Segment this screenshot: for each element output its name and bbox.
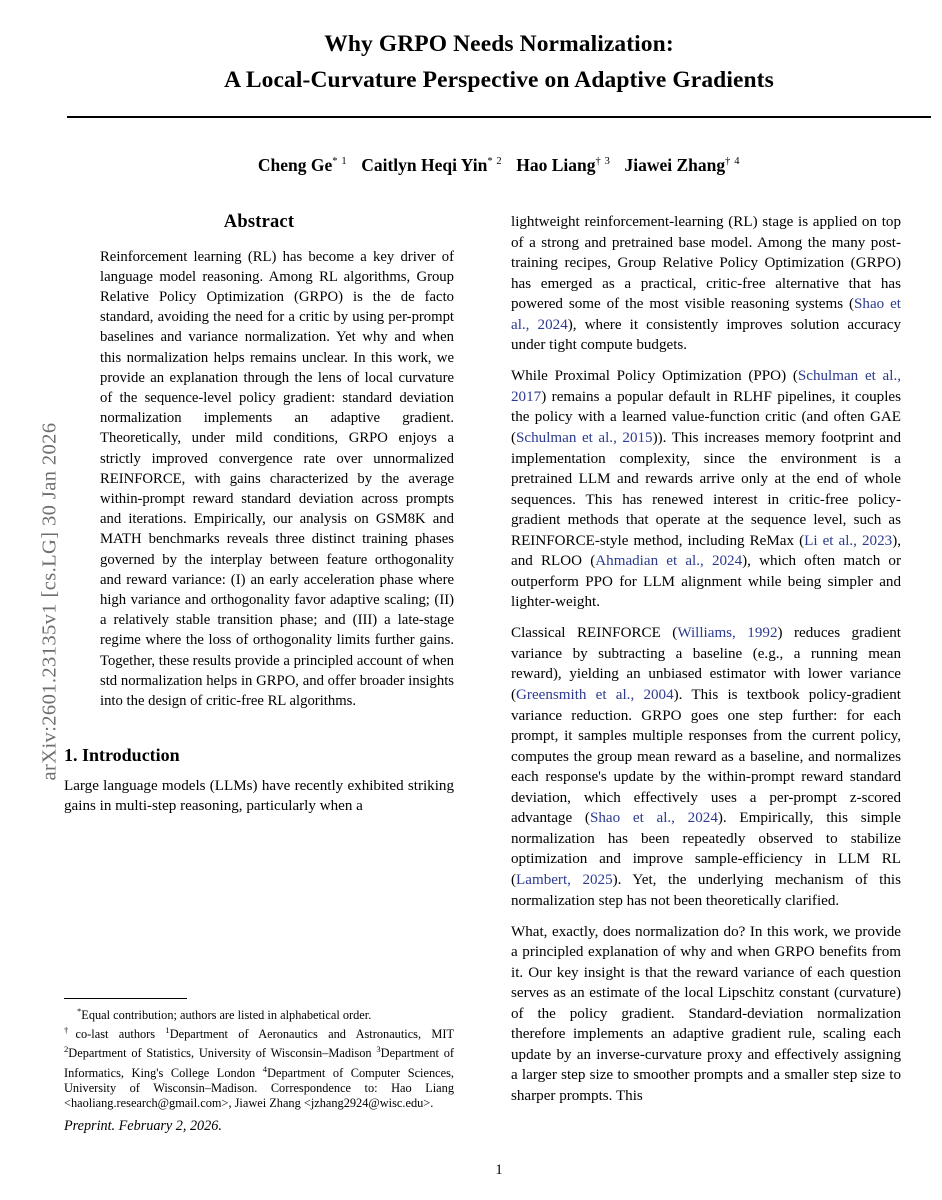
page-number: 1 xyxy=(495,1162,503,1178)
para1-post: ), where it consistently improves solution accuracy under tight compute budgets. xyxy=(511,316,901,354)
affiliation-4-and-correspondence: Department of Computer Sciences, University of Wisconsin–Madison. Correspondence to: Hao Liang <haoliang.research@gmail.com>, Jiawei Zhang <jzhang2924@wisc.edu>. xyxy=(64,1065,454,1110)
citation-lambert-2025[interactable]: Lambert, 2025 xyxy=(516,871,613,888)
para1-pre: lightweight reinforcement-learning (RL) stage is applied on top of a strong and pretrained base model. Among the many post-training recipes, Group Relative Policy Optimization (GRPO) has emerged as a practical, critic-free alternative that has powered some of the most visible reasoning systems ( xyxy=(511,214,901,313)
footnote-block xyxy=(64,1004,454,1111)
affiliation-1: Department of Aeronautics and Astronautics, MIT xyxy=(169,1027,455,1042)
para3-d: ). Empirically, this simple normalization has been repeatedly observed to stabilize optimization and improve sample-efficiency in LLM RL ( xyxy=(511,810,901,888)
intro-paragraph-1: Large language models (LLMs) have recently exhibited striking gains in multi-step reasoning, particularly when a xyxy=(64,777,454,815)
para2-e: ), which often match or outperform PPO for LLM alignment while being simpler and lighter-weight. xyxy=(511,553,901,611)
paper-page xyxy=(56,0,942,1200)
para2-c: )). This increases memory footprint and implementation complexity, since the environment is a pretrained LLM and rewards arrive only at the end of whole sequences. This has renewed interest in critic-free policy-gradient methods that operate at the sequence level, such as REINFORCE-style method, including ReMax ( xyxy=(511,429,901,549)
section-heading-introduction: 1. Introduction xyxy=(64,745,180,766)
right-paragraph-1 xyxy=(511,212,901,356)
affiliation-marker-1: 1 xyxy=(165,1025,170,1036)
citation-ahmadian-2024[interactable]: Ahmadian et al., 2024 xyxy=(595,553,743,570)
footnote-star-mark: * xyxy=(77,1006,82,1016)
arxiv-stamp-text: arXiv:2601.23135v1 [cs.LG] 30 Jan 2026 xyxy=(38,422,61,781)
citation-shao-2024-b[interactable]: Shao et al., 2024 xyxy=(589,810,718,827)
affiliation-marker-2: 2 xyxy=(64,1044,69,1055)
para3-a: Classical REINFORCE ( xyxy=(511,625,678,642)
title-line-2: A Local-Curvature Perspective on Adaptive Gradients xyxy=(224,67,774,93)
footnote-divider xyxy=(64,998,187,999)
author-marks: † 4 xyxy=(725,156,741,168)
affiliation-marker-4: 4 xyxy=(262,1063,268,1074)
para3-e: ). Yet, the underlying mechanism of this normalization step has not been theoretically clarified. xyxy=(511,871,901,909)
para2-a: While Proximal Policy Optimization (PPO) ( xyxy=(511,368,798,385)
citation-greensmith-2004[interactable]: Greensmith et al., 2004 xyxy=(516,687,674,704)
affiliation-3: Department of Informatics, King's College London xyxy=(64,1046,455,1080)
citation-schulman-2015[interactable]: Schulman et al., 2015 xyxy=(516,429,653,446)
title-line-1: Why GRPO Needs Normalization: xyxy=(324,31,674,57)
right-paragraph-3 xyxy=(511,623,901,911)
para3-b: ) reduces gradient variance by subtracting a baseline (e.g., a running mean reward), yielding an unbiased estimator with lower variance ( xyxy=(511,625,902,704)
arxiv-stamp xyxy=(0,0,61,1200)
author-marks: * 1 xyxy=(332,156,348,168)
author-name: Hao Liang xyxy=(516,155,596,175)
author-name: Cheng Ge xyxy=(257,155,333,175)
author-entry xyxy=(516,155,610,175)
right-column xyxy=(511,212,901,1117)
abstract-body: Reinforcement learning (RL) has become a key driver of language model reasoning. Among RL algorithms, Group Relative Policy Optimization (GRPO) is the de facto standard, avoiding the need for a critic by using per-prompt baselines and variance normalization. Yet why and when this normalization helps remains unclear. In this work, we provide an explanation through the lens of local curvature of the sequence-level policy gradient: standard deviation normalization implements an adaptive gradient. Theoretically, under mild conditions, GRPO enjoys a strictly improved convergence rate over unnormalized REINFORCE, with gains characterized by the average within-prompt reward standard deviation across prompts and iterations. Empirically, our analysis on GSM8K and MATH benchmarks reveals three distinct training phases governed by the interplay between feature orthogonality and reward variance: (I) an early acceleration phase where high variance and orthogonality favor adaptive scaling; (II) a relatively stable transition phase; and (III) a late-stage regime where the loss of orthogonality limits further gains. Together, these results provide a principled account of when std normalization helps in GRPO, and offer broader insights into the design of critic-free RL algorithms. xyxy=(100,248,454,710)
citation-shao-2024[interactable]: Shao et al., 2024 xyxy=(511,296,901,333)
citation-li-2023[interactable]: Li et al., 2023 xyxy=(804,532,893,549)
left-column xyxy=(64,212,454,817)
footnote-equal-contribution xyxy=(64,1004,454,1023)
citation-schulman-2017[interactable]: Schulman et al., 2017 xyxy=(511,368,901,405)
footnote-star-text: Equal contribution; authors are listed in alphabetical order. xyxy=(81,1008,372,1023)
preprint-notice: Preprint. February 2, 2026. xyxy=(64,1118,222,1134)
citation-williams-1992[interactable]: Williams, 1992 xyxy=(677,625,778,642)
author-entry xyxy=(258,155,347,175)
page-title xyxy=(64,26,934,98)
para3-c: ). This is textbook policy-gradient variance reduction. GRPO goes one step further: for each prompt, it samples multiple responses from the current policy, computes the group mean reward as a baseline, and normalizes each response's update by the within-prompt reward standard deviation, which effectively uses a per-prompt z-scored advantage ( xyxy=(511,687,901,827)
author-marks: * 2 xyxy=(487,156,503,168)
author-name: Caitlyn Heqi Yin xyxy=(361,155,488,175)
affiliation-2: Department of Statistics, University of Wisconsin–Madison xyxy=(68,1046,377,1061)
author-marks: † 3 xyxy=(595,156,611,168)
right-paragraph-4: What, exactly, does normalization do? In this work, we provide a principled explanation of why and when GRPO benefits from it. Our key insight is that the reward variance of each question serves as an estimate of the local Lipschitz constant (curvature) of the policy gradient. Standard-deviation normalization therefore implements an adaptive gradient rule, scaling each update by an inverse-curvature proxy and effectively assigning a larger step size to smoother prompts and a smaller step size to sharper prompts. This xyxy=(511,923,901,1104)
title-divider xyxy=(67,116,931,118)
footnote-dagger-mark: † xyxy=(64,1025,76,1036)
author-entry xyxy=(361,155,502,175)
author-name: Jiawei Zhang xyxy=(624,155,726,175)
abstract-heading: Abstract xyxy=(223,212,295,232)
para2-d: ), and RLOO ( xyxy=(511,532,901,570)
para2-b: ) remains a popular default in RLHF pipelines, it couples the policy with a learned value-function critic (and often GAE ( xyxy=(511,388,901,446)
affiliation-marker-3: 3 xyxy=(376,1044,381,1055)
right-paragraph-2 xyxy=(511,366,901,613)
author-list xyxy=(64,155,934,176)
author-entry xyxy=(624,155,740,175)
footnote-colast: co-last authors xyxy=(75,1027,166,1042)
